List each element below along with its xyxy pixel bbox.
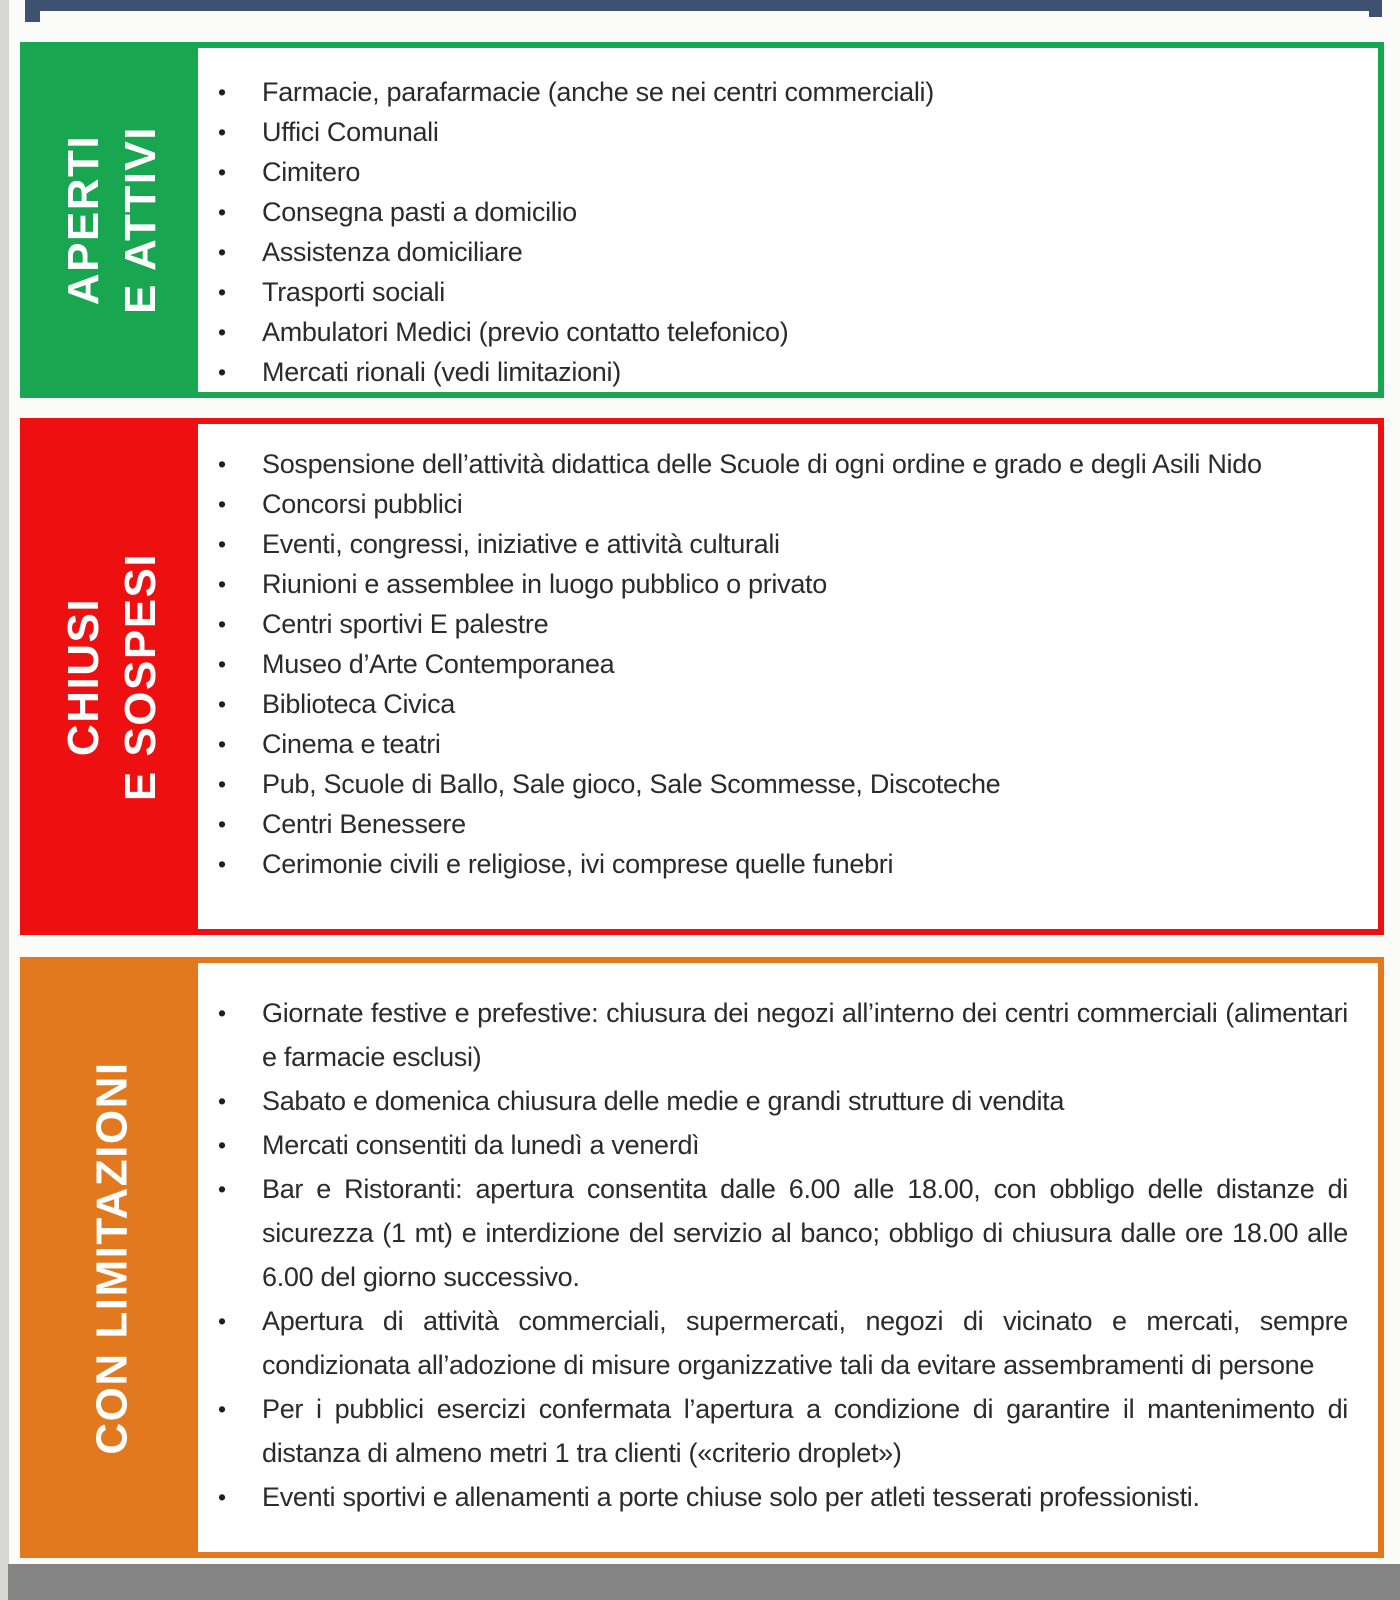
bullet-icon: •: [218, 1132, 227, 1158]
bullet-icon: •: [218, 651, 227, 677]
section-limited-label-band: [26, 963, 198, 1552]
bullet-icon: •: [218, 851, 227, 877]
list-item-text: Mercati rionali (vedi limitazioni): [262, 357, 621, 387]
list-item-text: Giornate festive e prefestive: chiusura dei negozi all’interno dei centri commerciali (alimentari e farmacie esclusi): [262, 998, 1348, 1072]
section-open: [20, 42, 1384, 398]
list-item-text: Ambulatori Medici (previo contatto telefonico): [262, 317, 789, 347]
list-item-text: Cerimonie civili e religiose, ivi comprese quelle funebri: [262, 849, 894, 879]
section-open-content: [198, 52, 1374, 388]
list-item: [206, 804, 1344, 844]
list-item: [206, 272, 1344, 312]
list-item: [206, 72, 1344, 112]
list-item: [206, 484, 1344, 524]
list-item-text: Apertura di attività commerciali, supermercati, negozi di vicinato e mercati, sempre condizionata all’adozione di misure organizzative tali da evitare assembramenti di persone: [262, 1306, 1348, 1380]
list-item: [206, 684, 1344, 724]
list-item: [206, 1387, 1348, 1475]
bullet-icon: •: [218, 79, 227, 105]
section-closed-label-band: [26, 424, 198, 929]
list-item-text: Biblioteca Civica: [262, 689, 455, 719]
list-item-text: Riunioni e assemblee in luogo pubblico o privato: [262, 569, 827, 599]
footer-gray-band: [8, 1564, 1400, 1600]
section-closed-content: [198, 428, 1374, 925]
list-item-text: Museo d’Arte Contemporanea: [262, 649, 615, 679]
list-item: [206, 232, 1344, 272]
bullet-icon: •: [218, 279, 227, 305]
header-rule-right-corner: [1369, 0, 1382, 17]
list-item: [206, 1475, 1348, 1519]
section-open-label: [55, 126, 169, 314]
bullet-icon: •: [218, 199, 227, 225]
section-limited-content: [198, 967, 1374, 1548]
list-item-text: Concorsi pubblici: [262, 489, 463, 519]
page-left-edge: [0, 0, 9, 1600]
list-item-text: Bar e Ristoranti: apertura consentita dalle 6.00 alle 18.00, con obbligo delle distanze di sicurezza (1 mt) e interdizione del servizio al banco; obbligo di chiusura dalle ore 18.00 alle 6.00 del giorno successivo.: [262, 1174, 1348, 1292]
section-label-line: APERTI: [59, 134, 108, 306]
list-item-text: Sospensione dell’attività didattica delle Scuole di ogni ordine e grado e degli Asili Nido: [262, 449, 1262, 479]
list-item: [206, 1167, 1348, 1299]
bullet-icon: •: [218, 811, 227, 837]
bullet-icon: •: [218, 571, 227, 597]
list-item-text: Centri sportivi E palestre: [262, 609, 549, 639]
bullet-icon: •: [218, 239, 227, 265]
section-label-line: E SOSPESI: [116, 552, 165, 801]
list-item: [206, 604, 1344, 644]
bullet-icon: •: [218, 771, 227, 797]
bullet-icon: •: [218, 319, 227, 345]
list-item: [206, 844, 1344, 884]
section-limited-label: [84, 1061, 141, 1454]
bullet-list: [198, 967, 1374, 1527]
list-item: [206, 1299, 1348, 1387]
bullet-icon: •: [218, 1176, 227, 1202]
list-item-text: Eventi sportivi e allenamenti a porte chiuse solo per atleti tesserati professionisti.: [262, 1482, 1200, 1512]
bullet-icon: •: [218, 1484, 227, 1510]
bullet-icon: •: [218, 359, 227, 385]
list-item: [206, 564, 1344, 604]
list-item-text: Uffici Comunali: [262, 117, 439, 147]
bullet-icon: •: [218, 491, 227, 517]
list-item-text: Per i pubblici esercizi confermata l’apertura a condizione di garantire il mantenimento di distanza di almeno metri 1 tra clienti («criterio droplet»): [262, 1394, 1348, 1468]
list-item-text: Cimitero: [262, 157, 361, 187]
section-closed: [20, 418, 1384, 935]
list-item-text: Sabato e domenica chiusura delle medie e grandi strutture di vendita: [262, 1086, 1065, 1116]
list-item: [206, 152, 1344, 192]
list-item: [206, 991, 1348, 1079]
list-item-text: Consegna pasti a domicilio: [262, 197, 577, 227]
list-item: [206, 524, 1344, 564]
list-item-text: Farmacie, parafarmacie (anche se nei centri commerciali): [262, 77, 934, 107]
bullet-icon: •: [218, 611, 227, 637]
list-item-text: Assistenza domiciliare: [262, 237, 523, 267]
list-item: [206, 724, 1344, 764]
header-rule-left-corner: [25, 0, 40, 22]
header-rule: [25, 0, 1382, 11]
list-item: [206, 1123, 1348, 1167]
bullet-icon: •: [218, 159, 227, 185]
list-item-text: Mercati consentiti da lunedì a venerdì: [262, 1130, 700, 1160]
bullet-icon: •: [218, 1088, 227, 1114]
list-item: [206, 192, 1344, 232]
section-label-line: CHIUSI: [59, 597, 108, 756]
list-item: [206, 352, 1344, 388]
section-label-line: CON LIMITAZIONI: [87, 1060, 137, 1455]
list-item: [206, 444, 1344, 484]
bullet-icon: •: [218, 1308, 227, 1334]
bullet-list: [198, 428, 1374, 892]
bullet-icon: •: [218, 451, 227, 477]
list-item: [206, 112, 1344, 152]
list-item-text: Eventi, congressi, iniziative e attività culturali: [262, 529, 780, 559]
list-item: [206, 312, 1344, 352]
bullet-icon: •: [218, 1396, 227, 1422]
bullet-icon: •: [218, 119, 227, 145]
section-limited: [20, 957, 1384, 1558]
list-item: [206, 644, 1344, 684]
bullet-icon: •: [218, 1000, 227, 1026]
section-closed-label: [55, 552, 169, 800]
bullet-list: [198, 52, 1374, 388]
list-item-text: Centri Benessere: [262, 809, 466, 839]
section-open-label-band: [26, 48, 198, 392]
section-label-line: E ATTIVI: [116, 126, 165, 314]
list-item-text: Trasporti sociali: [262, 277, 445, 307]
bullet-icon: •: [218, 531, 227, 557]
list-item-text: Cinema e teatri: [262, 729, 441, 759]
bullet-icon: •: [218, 691, 227, 717]
list-item: [206, 1079, 1348, 1123]
list-item: [206, 764, 1344, 804]
list-item-text: Pub, Scuole di Ballo, Sale gioco, Sale Scommesse, Discoteche: [262, 769, 1001, 799]
bullet-icon: •: [218, 731, 227, 757]
